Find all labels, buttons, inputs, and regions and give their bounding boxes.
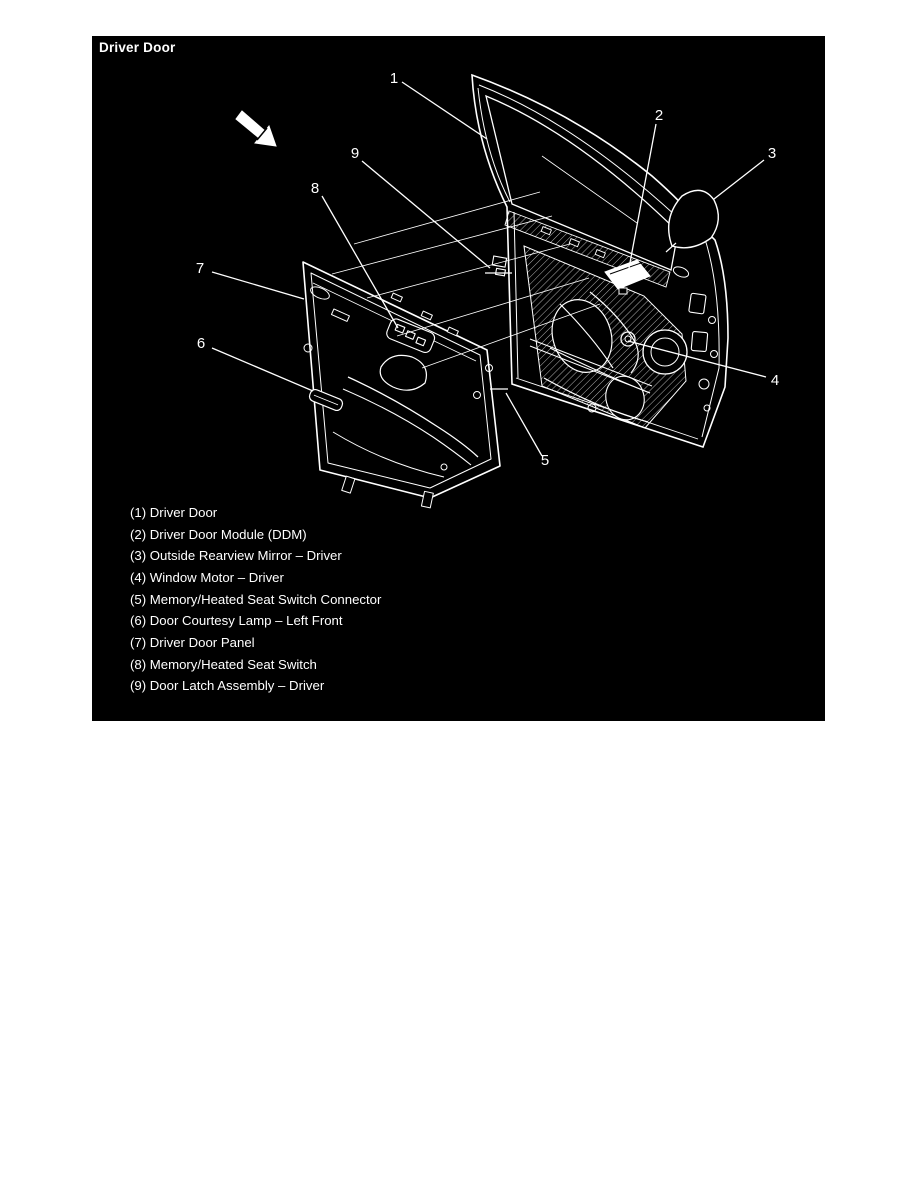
legend-item-5: (5) Memory/Heated Seat Switch Connector [130, 591, 382, 607]
legend-item-9: (9) Door Latch Assembly – Driver [130, 678, 325, 694]
door-trim-panel-drawing [303, 262, 500, 508]
leader-line-3 [714, 160, 764, 199]
callout-8: 8 [310, 180, 320, 197]
legend-item-8: (8) Memory/Heated Seat Switch [130, 656, 317, 672]
legend-item-6: (6) Door Courtesy Lamp – Left Front [130, 613, 343, 629]
leader-line-5 [506, 393, 542, 456]
callout-7: 7 [195, 260, 205, 277]
speaker-opening [643, 330, 687, 374]
legend-item-2: (2) Driver Door Module (DDM) [130, 526, 307, 542]
legend-item-3: (3) Outside Rearview Mirror – Driver [130, 548, 342, 564]
callout-2: 2 [654, 107, 664, 124]
callout-1: 1 [389, 70, 399, 87]
driver-door-figure [92, 36, 825, 721]
door-shell-drawing [472, 75, 728, 447]
callout-6: 6 [196, 335, 206, 352]
legend [130, 502, 381, 697]
figure-title: Driver Door [99, 40, 176, 55]
callout-9: 9 [350, 145, 360, 162]
legend-item-1: (1) Driver Door [130, 505, 218, 520]
leader-line-7 [212, 272, 304, 299]
direction-arrow-icon [236, 111, 276, 146]
callout-3: 3 [767, 145, 777, 162]
leader-line-9 [362, 161, 490, 268]
callout-4: 4 [770, 372, 780, 389]
leader-line-6 [212, 348, 313, 391]
callout-5: 5 [540, 452, 550, 469]
legend-item-7: (7) Driver Door Panel [130, 634, 255, 650]
legend-item-4: (4) Window Motor – Driver [130, 569, 284, 585]
